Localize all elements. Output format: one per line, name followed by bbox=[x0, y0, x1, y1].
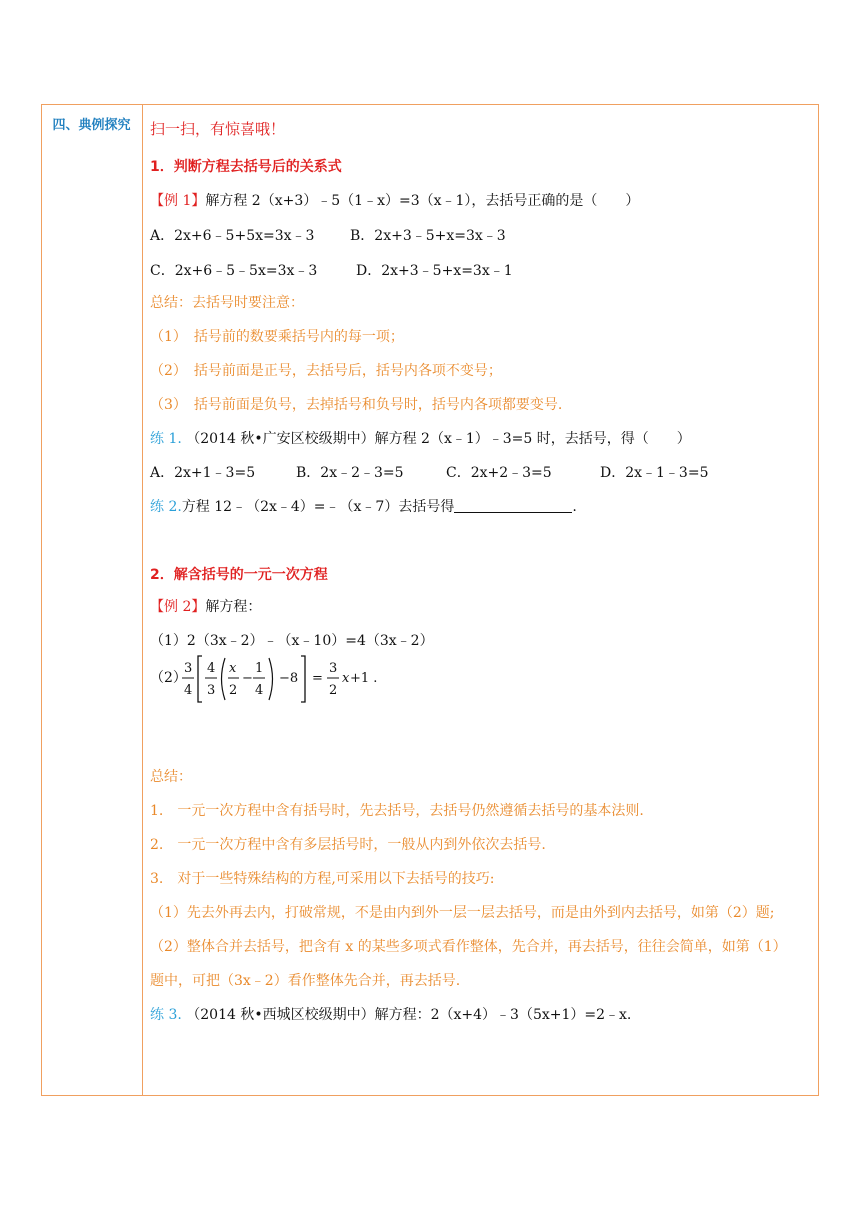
svg-text:x: x bbox=[229, 661, 237, 676]
svg-text:=: = bbox=[312, 671, 323, 686]
summary-2-item: （1）先去外再去内，打破常规，不是由内到外一层一层去括号，而是由外到内去括号，如第（2）题; bbox=[150, 905, 775, 921]
example-2-question-1: （1）2（3x﹣2）﹣（x﹣10）=4（3x﹣2） bbox=[150, 633, 434, 649]
question-2-label: （2） bbox=[150, 670, 187, 686]
heading-1: 1．判断方程去括号后的关系式 bbox=[150, 159, 342, 175]
example-1-options-row1 bbox=[150, 227, 506, 245]
option-b: B．2x+3﹣5+x=3x﹣3 bbox=[350, 228, 506, 244]
practice-2-tag: 练 2. bbox=[150, 499, 182, 515]
option-d: D．2x+3﹣5+x=3x﹣1 bbox=[356, 263, 513, 279]
practice-2-text: 方程 12﹣（2x﹣4）=﹣（x﹣7）去括号得 bbox=[181, 499, 455, 515]
option-c: C．2x+6﹣5﹣5x=3x﹣3 bbox=[150, 263, 318, 279]
example-1-tag: 【例 1】 bbox=[150, 193, 206, 209]
svg-text:2: 2 bbox=[329, 683, 338, 698]
summary-2-title: 总结： bbox=[150, 769, 192, 785]
svg-text:2: 2 bbox=[229, 683, 238, 698]
practice-1-tag: 练 1. bbox=[150, 431, 182, 447]
example-2 bbox=[150, 598, 261, 616]
practice-3-text: （2014 秋•西城区校级期中）解方程：2（x+4）﹣3（5x+1）=2﹣x. bbox=[186, 1007, 632, 1023]
svg-text:4: 4 bbox=[255, 683, 264, 698]
svg-text:3: 3 bbox=[207, 683, 216, 698]
svg-text:+1 .: +1 . bbox=[350, 671, 378, 686]
summary-2-item: 题中，可把（3x﹣2）看作整体先合并，再去括号. bbox=[150, 973, 461, 989]
option-a: A．2x+6﹣5+5x=3x﹣3 bbox=[150, 228, 315, 244]
svg-text:−8: −8 bbox=[279, 671, 299, 686]
example-1-text: 解方程 2（x+3）﹣5（1﹣x）=3（x﹣1），去括号正确的是（ ） bbox=[205, 193, 640, 209]
practice-1-text: （2014 秋•广安区校级期中）解方程 2（x﹣1）﹣3=5 时，去括号，得（ ） bbox=[186, 431, 691, 447]
summary-1-item: （1） 括号前的数要乘括号内的每一项； bbox=[150, 329, 404, 345]
summary-1-item: （3） 括号前面是负号，去掉括号和负号时，括号内各项都要变号. bbox=[150, 397, 563, 413]
svg-text:x: x bbox=[342, 671, 350, 686]
option-d: D．2x﹣1﹣3=5 bbox=[600, 465, 709, 481]
summary-1-title: 总结：去括号时要注意： bbox=[150, 295, 304, 311]
scan-hint: 扫一扫，有惊喜哦！ bbox=[150, 120, 286, 138]
svg-text:3: 3 bbox=[329, 661, 338, 676]
equation-formula bbox=[182, 652, 442, 708]
summary-2-item: 1. 一元一次方程中含有括号时，先去括号，去括号仍然遵循去括号的基本法则. bbox=[150, 803, 644, 819]
svg-text:1: 1 bbox=[255, 661, 264, 676]
summary-1-item: （2） 括号前面是正号，去括号后，括号内各项不变号； bbox=[150, 363, 502, 379]
svg-text:4: 4 bbox=[184, 683, 193, 698]
practice-3 bbox=[150, 1006, 631, 1024]
example-1 bbox=[150, 192, 639, 210]
svg-text:3: 3 bbox=[184, 661, 193, 676]
example-2-tag: 【例 2】 bbox=[150, 599, 206, 615]
example-2-text: 解方程： bbox=[205, 599, 262, 615]
example-1-options-row2 bbox=[150, 262, 513, 280]
option-a: A．2x+1﹣3=5 bbox=[150, 465, 256, 481]
summary-2-item: 3. 对于一些特殊结构的方程,可采用以下去括号的技巧: bbox=[150, 871, 495, 887]
section-label: 四、典例探究 bbox=[52, 118, 131, 133]
practice-2-end: . bbox=[572, 499, 577, 515]
svg-text:4: 4 bbox=[207, 661, 216, 676]
column-divider bbox=[142, 104, 143, 1096]
summary-2-item: （2）整体合并去括号，把含有 x 的某些多项式看作整体，先合并，再去括号，往往会简单，如第（1） bbox=[150, 939, 787, 955]
summary-2-item: 2. 一元一次方程中含有多层括号时，一般从内到外依次去括号. bbox=[150, 837, 546, 853]
answer-blank bbox=[454, 498, 572, 513]
option-c: C．2x+2﹣3=5 bbox=[446, 465, 552, 481]
svg-text:−: − bbox=[242, 671, 253, 686]
practice-1-options bbox=[150, 464, 708, 482]
practice-3-tag: 练 3. bbox=[150, 1007, 182, 1023]
heading-2: 2．解含括号的一元一次方程 bbox=[150, 567, 328, 583]
practice-1 bbox=[150, 430, 691, 448]
practice-2 bbox=[150, 498, 577, 516]
option-b: B．2x﹣2﹣3=5 bbox=[296, 465, 404, 481]
